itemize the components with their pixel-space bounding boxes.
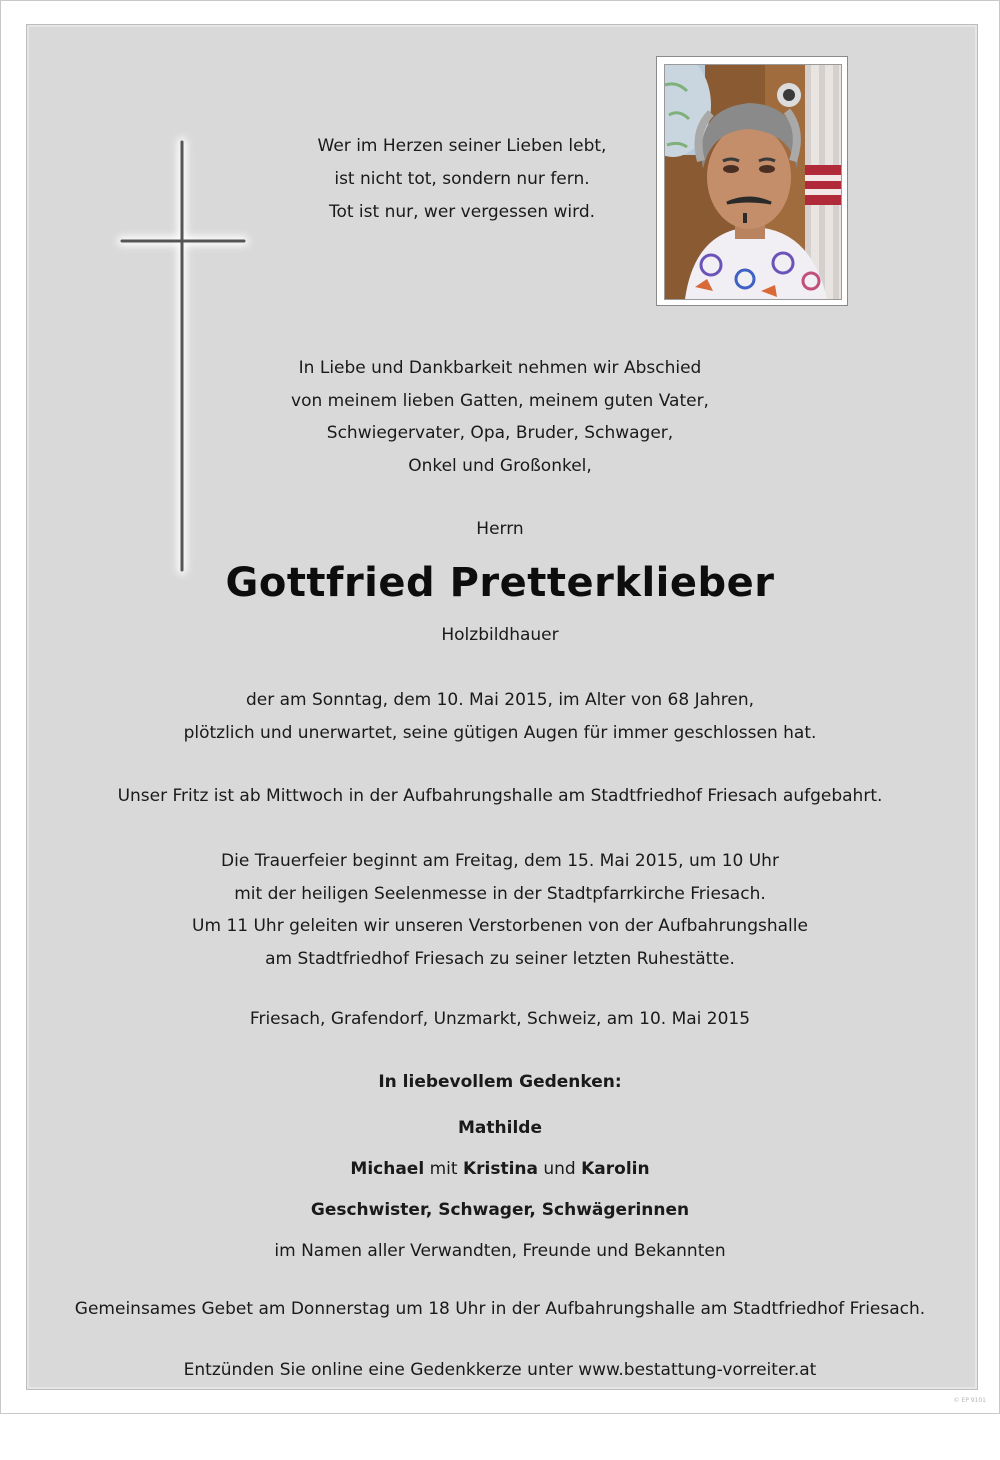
motto-verse: [262, 130, 662, 229]
online-candle-notice: [0, 1356, 1000, 1384]
connector-and: und: [543, 1159, 576, 1179]
place-date: [0, 1005, 1000, 1033]
mourner-partner: Kristina: [462, 1159, 538, 1179]
service-notice: [0, 845, 1000, 975]
service-line: am Stadtfriedhof Friesach zu seiner letzten Ruhestätte.: [265, 948, 735, 969]
place-date-line: Friesach, Grafendorf, Unzmarkt, Schweiz, am 10. Mai 2015: [249, 1009, 751, 1029]
service-line: Die Trauerfeier beginnt am Freitag, dem 15. Mai 2015, um 10 Uhr: [221, 851, 779, 871]
death-line: plötzlich und unerwartet, seine gütigen Augen für immer geschlossen hat.: [183, 722, 817, 743]
mourners-title: [0, 1068, 1000, 1096]
online-line: Entzünden Sie online eine Gedenkkerze unter www.bestattung-vorreiter.at: [183, 1360, 817, 1380]
deceased-name: Gottfried Pretterklieber: [225, 560, 775, 606]
mourners-list: [0, 1108, 1000, 1272]
portrait-frame: [656, 56, 848, 306]
mourner-wife: Mathilde: [458, 1118, 542, 1138]
profession: Holzbildhauer: [441, 625, 559, 645]
mourner-relatives: Geschwister, Schwager, Schwägerinnen: [310, 1200, 690, 1220]
mourners-title-line: In liebevollem Gedenken:: [378, 1072, 622, 1092]
mourner-others: im Namen aller Verwandten, Freunde und Bekannten: [274, 1241, 726, 1261]
motto-line: Wer im Herzen seiner Lieben lebt,: [317, 136, 607, 156]
portrait-photo: [664, 64, 842, 300]
death-line: der am Sonntag, dem 10. Mai 2015, im Alter von 68 Jahren,: [245, 690, 755, 710]
farewell-text: [0, 352, 1000, 482]
farewell-line: Schwiegervater, Opa, Bruder, Schwager,: [326, 423, 674, 443]
service-line: Um 11 Uhr geleiten wir unseren Verstorbenen von der Aufbahrungshalle: [192, 916, 808, 936]
motto-line: Tot ist nur, wer vergessen wird.: [328, 202, 596, 222]
motto-line: ist nicht tot, sondern nur fern.: [334, 169, 590, 189]
mourner-grandchild: Karolin: [581, 1159, 650, 1179]
mourner-family: [0, 1149, 1000, 1190]
prayer-line: Gemeinsames Gebet am Donnerstag um 18 Uhr in der Aufbahrungshalle am Stadtfriedhof Friesach.: [74, 1299, 926, 1319]
farewell-line: In Liebe und Dankbarkeit nehmen wir Abschied: [298, 358, 702, 378]
farewell-line: Onkel und Großonkel,: [408, 455, 592, 476]
laid-out-notice: [0, 782, 1000, 810]
salutation: Herrn: [476, 519, 524, 539]
copyright-mark: © EP 9101: [953, 1397, 986, 1404]
service-line: mit der heiligen Seelenmesse in der Stadtpfarrkirche Friesach.: [234, 883, 766, 904]
laid-out-line: Unser Fritz ist ab Mittwoch in der Aufbahrungshalle am Stadtfriedhof Friesach aufgebahrt.: [117, 786, 883, 806]
farewell-line: von meinem lieben Gatten, meinem guten Vater,: [291, 390, 709, 411]
mourner-son: Michael: [350, 1159, 425, 1179]
prayer-notice: [0, 1295, 1000, 1323]
death-notice: [0, 684, 1000, 749]
connector-with: mit: [429, 1159, 458, 1179]
